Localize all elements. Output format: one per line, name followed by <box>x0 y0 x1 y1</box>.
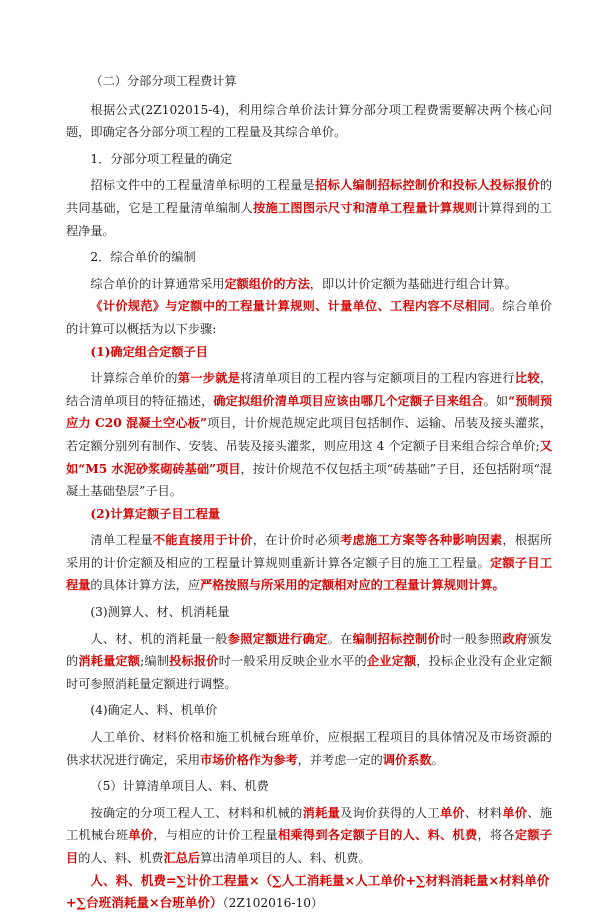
text: 计算综合单价的 <box>90 371 178 386</box>
text: ，即以计价定额为基础进行组合计算。 <box>309 276 517 291</box>
paragraph-unit-price <box>66 273 552 296</box>
text: ，与相应的计价工程量 <box>153 828 278 843</box>
heading-1: 1．分部分项工程量的确定 <box>90 151 233 166</box>
highlight: 相乘得到各定额子目的人、料、机费 <box>277 828 478 843</box>
text: 时一般采用反映企业水平的 <box>218 654 367 669</box>
step-5-paragraph <box>66 802 552 870</box>
highlight: 定额子目工程量 <box>66 555 552 593</box>
highlight: 市场价格作为参考 <box>200 752 298 767</box>
highlight: 定额组价的方法 <box>224 276 310 291</box>
text: ，按计价规范不仅包括主项“砖基础”子目，还包括附项“混凝土基础垫层”子目。 <box>66 461 552 499</box>
text: 招标文件中的工程量清单标明的工程量是 <box>90 178 316 193</box>
highlight: 按施工图图示尺寸和清单工程量计算规则 <box>253 200 478 215</box>
step-5-title: （5）计算清单项目人、料、机费 <box>90 779 269 794</box>
highlight: 参照定额进行确定 <box>227 631 328 646</box>
highlight: 汇总后 <box>163 851 201 865</box>
step-4-title: (4)确定人、料、机单价 <box>90 703 218 718</box>
highlight: 比较 <box>514 371 540 386</box>
text: 的共同基础，它是工程量清单编制人 <box>66 178 553 215</box>
text: 人、材、机的消耗量一般 <box>90 631 228 646</box>
highlight: 定额子目 <box>66 828 552 865</box>
highlight: 第一步就是 <box>177 371 241 386</box>
text: 按确定的分项工程人工、材料和机械的 <box>90 805 303 820</box>
highlight: 又如“M5 水泥砂浆砌砖基础”项目 <box>66 438 553 476</box>
text: 、施工机械台班 <box>66 805 553 843</box>
text: 人工单价、材料价格和施工机械台班单价，应根据工程项目的具体情况及市场资源的供求状况进行确定，采用 <box>66 730 552 767</box>
text: ;编制 <box>140 654 170 669</box>
formula-text: 人、料、机费=∑计价工程量×（∑人工消耗量×人工单价+∑材料消耗量×材料单价+∑台班消耗量×台班单价） <box>66 872 550 911</box>
highlight: 调价系数 <box>382 752 432 767</box>
formula-paragraph <box>66 870 552 915</box>
highlight: 消耗量定额 <box>78 654 141 669</box>
step-1-paragraph <box>66 367 552 503</box>
section-title: （二）分部分项工程费计算 <box>90 74 237 88</box>
text: 清单工程量 <box>90 533 153 548</box>
highlight: 《计价规范》与定额中的工程量计算规则、计量单位、工程内容不尽相同 <box>90 299 490 314</box>
text: 。在 <box>327 631 353 646</box>
highlight: 企业定额 <box>366 654 417 669</box>
highlight: 严格按照与所采用的定额相对应的工程量计算规则计算。 <box>200 578 505 593</box>
text: 。如 <box>483 393 509 408</box>
step-3-paragraph <box>66 628 552 696</box>
highlight: 单价 <box>439 805 465 820</box>
text: 将清单项目的工程内容与定额项目的工程内容进行 <box>240 371 515 386</box>
text: ，在计价时必须 <box>252 533 341 548</box>
text: 及询价获得的人工 <box>340 805 440 820</box>
text: 的人、料、机费 <box>78 851 164 865</box>
formula-code: （2Z102016-10） <box>222 896 324 911</box>
step-2-paragraph <box>66 529 552 597</box>
text: 时一般参照 <box>439 631 503 646</box>
text: 颁发的 <box>66 631 553 669</box>
text: 综合单价的计算通常采用 <box>90 276 225 291</box>
highlight: 招标人编制招标控制价和投标人投标报价 <box>315 178 540 193</box>
text: 的具体计算方法，应 <box>90 578 201 593</box>
intro-paragraph: 根据公式(2Z102015-4)，利用综合单价法计算分部分项工程费需要解决两个核心问题，即确定各分部分项工程的工程量及其综合单价。 <box>66 102 552 140</box>
text: ，并考虑一定的 <box>297 752 383 767</box>
highlight: 编制招标控制价 <box>352 631 440 646</box>
text: ，投标企业没有企业定额时可参照消耗量定额进行调整。 <box>66 654 553 691</box>
highlight: 不能直接用于计价 <box>152 533 253 548</box>
text: 、材料 <box>464 805 503 820</box>
step-4-paragraph <box>66 726 552 771</box>
step-1-title: (1)确定组合定额子目 <box>90 344 208 359</box>
text: 。综合单价的计算可以概括为以下步骤: <box>66 299 553 336</box>
highlight: 投标报价 <box>169 654 219 669</box>
text: ，将各 <box>477 828 515 843</box>
text: 算出清单项目的人、料、机费。 <box>200 851 371 865</box>
highlight: “预制预应力 C20 混凝土空心板” <box>66 393 553 431</box>
paragraph-quantity <box>66 174 552 242</box>
text: ，根据所采用的计价定额及相应的工程量计算规则重新计算各定额子目的施工工程量。 <box>66 533 553 570</box>
text: 计算得到的工程净量。 <box>66 200 552 238</box>
heading-2: 2．综合单价的编制 <box>90 250 196 265</box>
step-2-title: (2)计算定额子目工程量 <box>90 506 221 521</box>
text: 。 <box>431 752 444 767</box>
highlight: 单价 <box>128 828 154 843</box>
highlight: 确定拟组价清单项目应该由哪几个定额子目来组合 <box>213 393 484 408</box>
text: 项目，计价规范规定此项目包括制作、运输、吊装及接头灌浆，若定额分别列有制作、安装、吊装及接头灌浆，则应用这 4 个定额子目来组合综合单价; <box>66 416 553 453</box>
highlight: 政府 <box>502 631 528 646</box>
highlight: 考虑施工方案等各种影响因素 <box>340 533 503 548</box>
highlight: 单价 <box>502 805 528 820</box>
text: ，结合清单项目的特征描述， <box>66 371 553 408</box>
document-page <box>66 70 552 915</box>
step-3-title: (3)测算人、材、机消耗量 <box>90 605 230 620</box>
highlight: 消耗量 <box>302 805 341 820</box>
paragraph-steps-intro <box>66 295 552 340</box>
